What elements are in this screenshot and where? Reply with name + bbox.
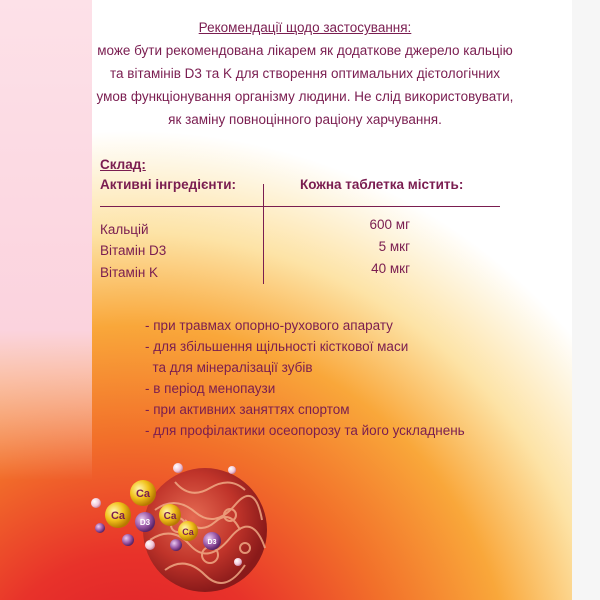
ball-label: Ca	[110, 510, 126, 522]
indication-item: та для мінералізації зубів	[145, 360, 313, 375]
indication-item: - при травмах опорно-рухового апарату	[145, 318, 393, 333]
ball-label: D3	[207, 539, 217, 546]
ball-label: Ca	[163, 511, 177, 522]
recommendations-line: умов функціонування організму людини. Не слід використовувати,	[96, 89, 514, 104]
ingredients-column-header: Активні інгредієнти:	[100, 177, 236, 192]
indication-item: - для збільшення щільності кісткової маси	[145, 339, 409, 354]
bone-sphere-icon	[143, 468, 267, 592]
ball-label: D3	[139, 518, 151, 527]
recommendations-line: та вітамінів D3 та K для створення оптимальних дієтологічних	[110, 66, 500, 81]
composition-title: Склад:	[100, 157, 146, 172]
ingredient-amount: 5 мкг	[378, 239, 410, 254]
ingredient-amount: 600 мг	[369, 217, 410, 232]
indication-item: - для профілактики осеопорозу та його ускладнень	[145, 423, 465, 438]
recommendations-line: як заміну повноцінного раціону харчування.	[168, 112, 442, 127]
ingredient-name: Вітамін D3	[100, 243, 167, 258]
ingredient-name: Кальцій	[100, 222, 149, 237]
ball-label: Ca	[182, 527, 194, 537]
recommendations-line: може бути рекомендована лікарем як додаткове джерело кальцію	[97, 43, 513, 58]
indication-item: - при активних заняттях спортом	[145, 402, 350, 417]
indication-item: - в період менопаузи	[145, 381, 276, 396]
ball-label: Ca	[135, 488, 151, 500]
ingredient-amount: 40 мкг	[371, 261, 410, 276]
ingredient-name: Вітамін K	[100, 265, 159, 280]
recommendations-title: Рекомендації щодо застосування:	[198, 20, 412, 35]
amount-column-header: Кожна таблетка містить:	[300, 177, 464, 192]
